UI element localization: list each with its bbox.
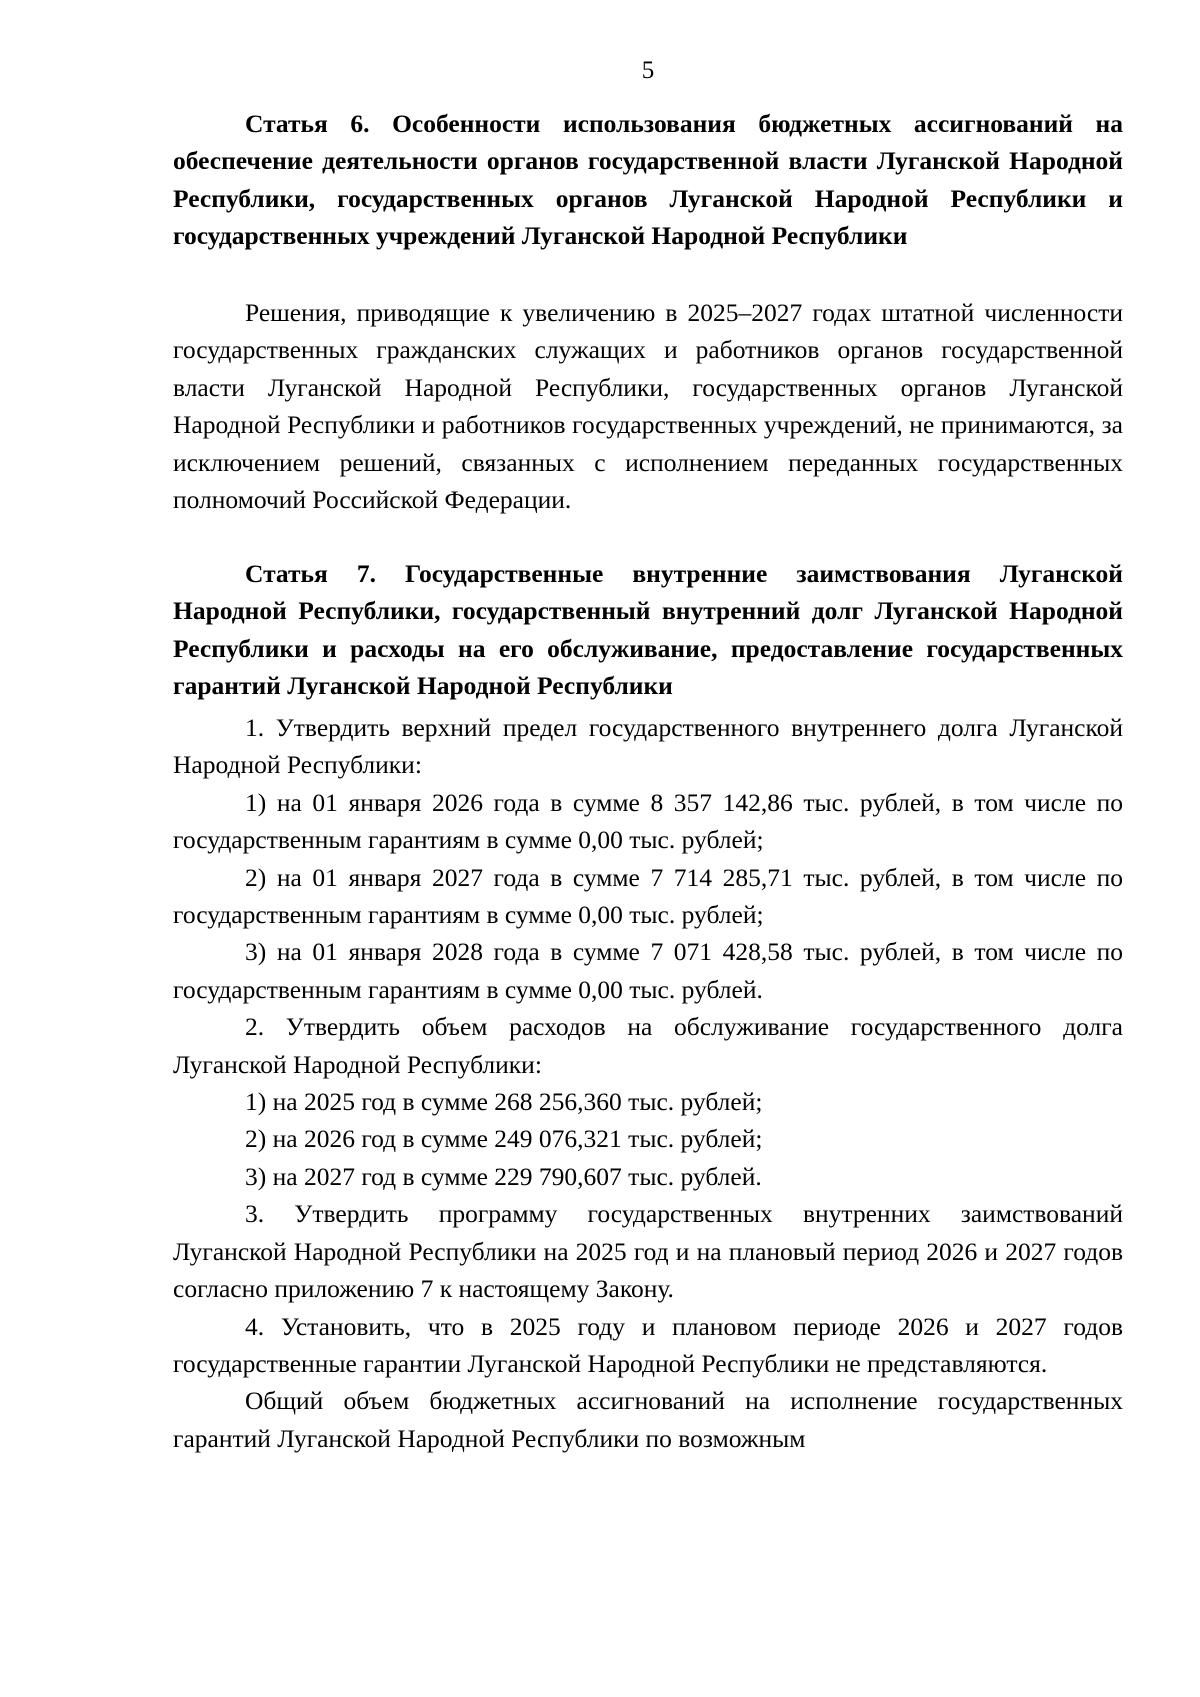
page-number: 5 [641, 57, 655, 84]
article-7-paragraph: 1) на 01 января 2026 года в сумме 8 357 142,86 тыс. рублей, в том числе по государственным гарантиям в сумме 0,00 тыс. рублей; [173, 787, 1123, 855]
article-7-paragraph: Общий объем бюджетных ассигнований на исполнение государственных гарантий Луганской Народной Республики по возможным [173, 1386, 1123, 1453]
article-7-paragraph: 4. Установить, что в 2025 году и плановом периоде 2026 и 2027 годов государственные гарантии Луганской Народной Республики не представляются. [173, 1311, 1123, 1378]
article-7-paragraph: 3) на 2027 год в сумме 229 790,607 тыс. рублей. [245, 1161, 762, 1191]
article-6-body [173, 294, 1123, 518]
article-7-paragraph: 3. Утвердить программу государственных внутренних заимствований Луганской Народной Республики на 2025 год и на плановый период 2026 и 2027 годов согласно приложению 7 к настоящему Закону. [173, 1199, 1123, 1304]
article-7-paragraph: 3) на 01 января 2028 года в сумме 7 071 428,58 тыс. рублей, в том числе по государственным гарантиям в сумме 0,00 тыс. рублей. [173, 937, 1123, 1004]
article-6-paragraph: Решения, приводящие к увеличению в 2025–2027 годах штатной численности государственных гражданских служащих и работников органов государственной власти Луганской Народной Республики, государственных органов Луганской Народной Республики и работников государственных учреждений, не принимаются, за исключением решений, связанных с исполнением переданных государственных полномочий Российской Федерации. [173, 298, 1123, 515]
article-6-heading [173, 105, 1123, 255]
article-7-heading [173, 555, 1123, 705]
article-7-paragraph: 2. Утвердить объем расходов на обслуживание государственного долга Луганской Народной Республики: [173, 1012, 1123, 1079]
article-7-paragraph: 2) на 01 января 2027 года в сумме 7 714 285,71 тыс. рублей, в том числе по государственным гарантиям в сумме 0,00 тыс. рублей; [173, 862, 1123, 930]
article-7-paragraph: 1) на 2025 год в сумме 268 256,360 тыс. рублей; [245, 1087, 763, 1117]
article-7-heading-text: Статья 7. Государственные внутренние заимствования Луганской Народной Республики, государственный внутренний долг Луганской Народной Республики и расходы на его обслуживание, предоставление государственных гарантий Луганской Народной Республики [173, 559, 1123, 701]
article-6-heading-text: Статья 6. Особенности использования бюджетных ассигнований на обеспечение деятельности органов государственной власти Луганской Народной Республики, государственных органов Луганской Народной Республики и государственных учреждений Луганской Народной Республики [173, 109, 1123, 251]
article-7-paragraph: 1. Утвердить верхний предел государственного внутреннего долга Луганской Народной Республики: [173, 713, 1123, 780]
article-7-paragraph: 2) на 2026 год в сумме 249 076,321 тыс. рублей; [245, 1124, 763, 1154]
article-7-body [173, 709, 1123, 1457]
